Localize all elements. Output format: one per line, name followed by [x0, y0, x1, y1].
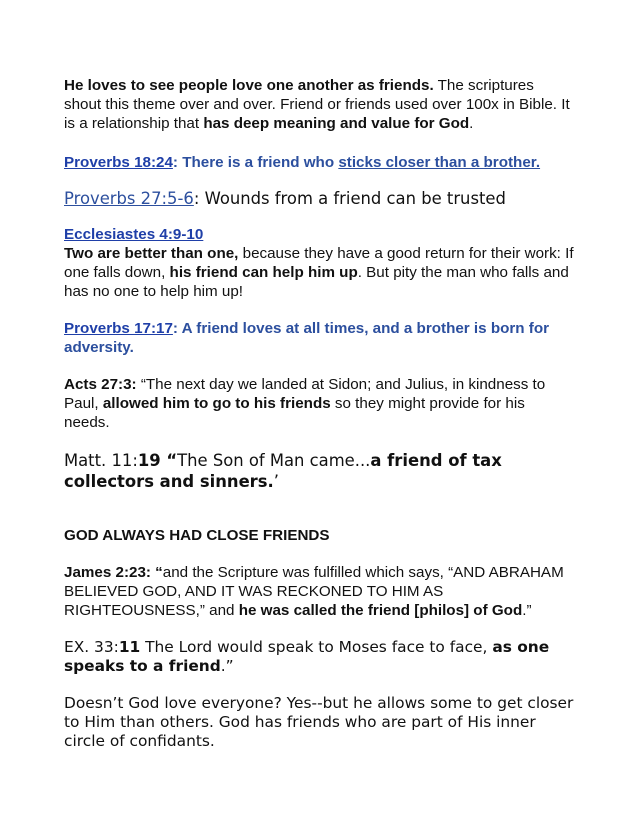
- james-ref: James 2:23: “: [64, 564, 163, 581]
- exodus-ref-2: 11: [118, 638, 141, 656]
- proverbs-18-24-colon: :: [172, 154, 183, 171]
- paragraph-proverbs-18-24: [64, 153, 574, 172]
- section-heading: GOD ALWAYS HAD CLOSE FRIENDS: [64, 527, 330, 544]
- matt-bold: a friend of tax collectors and sinners.: [64, 451, 502, 491]
- paragraph-matt-11-19: [64, 450, 574, 492]
- proverbs-18-24-text: There is a friend who: [182, 154, 339, 171]
- acts-text-2: so they might provide for his needs.: [64, 395, 525, 431]
- matt-ref-1: Matt. 11:: [64, 451, 138, 470]
- proverbs-17-17-text: : A friend loves at all times, and a brother is born for adversity.: [64, 320, 550, 356]
- acts-bold: allowed him to go to his friends: [102, 395, 331, 412]
- james-bold: he was called the friend [philos] of God: [238, 602, 523, 619]
- ecclesiastes-bold-lead: Two are better than one,: [64, 245, 239, 262]
- exodus-ref-1: EX. 33:: [64, 638, 119, 656]
- paragraph-proverbs-27-5: [64, 188, 574, 209]
- matt-ref-2: 19 “: [137, 451, 178, 470]
- paragraph-acts-27-3: [64, 375, 574, 432]
- paragraph-james-2-23: [64, 563, 574, 620]
- proverbs-27-5-link[interactable]: Proverbs 27:5-6: [64, 189, 194, 208]
- james-end: .”: [522, 602, 532, 619]
- ecclesiastes-text-2: . But pity the man who falls and has no one to help him up!: [64, 264, 569, 300]
- intro-bold-lead: He loves to see people love one another as friends.: [64, 77, 434, 94]
- intro-period: .: [469, 115, 474, 132]
- matt-end: ’: [273, 472, 279, 491]
- proverbs-18-24-link[interactable]: Proverbs 18:24: [64, 154, 173, 171]
- intro-bold-value: has deep meaning and value for God: [203, 115, 470, 132]
- exodus-bold: as one speaks to a friend: [64, 638, 550, 675]
- paragraph-exodus-33-11: [64, 638, 574, 676]
- proverbs-17-17-link[interactable]: Proverbs 17:17: [64, 320, 173, 337]
- james-text: and the Scripture was fulfilled which says, “AND ABRAHAM BELIEVED GOD, AND IT WAS RECKONED TO HIM AS RIGHTEOUSNESS,” and: [64, 564, 564, 619]
- exodus-text: The Lord would speak to Moses face to face,: [140, 638, 493, 656]
- exodus-end: .”: [220, 657, 234, 675]
- acts-27-3-ref: Acts 27:3:: [64, 376, 137, 393]
- paragraph-ecclesiastes: [64, 225, 574, 301]
- intro-text: The scriptures shout this theme over and over. Friend or friends used over 100x in Bible. It is a relationship that: [64, 77, 570, 132]
- document-page: [64, 76, 574, 751]
- paragraph-closing: Doesn’t God love everyone? Yes--but he allows some to get closer to Him than others. God has friends who are part of His inner circle of confidants.: [64, 694, 574, 750]
- matt-text: The Son of Man came...: [177, 451, 371, 470]
- sticks-closer-link[interactable]: sticks closer than a brother.: [338, 154, 541, 171]
- ecclesiastes-bold-friend: his friend can help him up: [169, 264, 358, 281]
- ecclesiastes-link[interactable]: Ecclesiastes 4:9-10: [64, 226, 204, 243]
- proverbs-27-5-text: : Wounds from a friend can be trusted: [193, 189, 506, 208]
- paragraph-proverbs-17-17: [64, 319, 574, 357]
- ecclesiastes-text-1: because they have a good return for their work: If one falls down,: [64, 245, 574, 281]
- acts-text-1: “The next day we landed at Sidon; and Julius, in kindness to Paul,: [64, 376, 546, 412]
- paragraph-intro: [64, 76, 574, 133]
